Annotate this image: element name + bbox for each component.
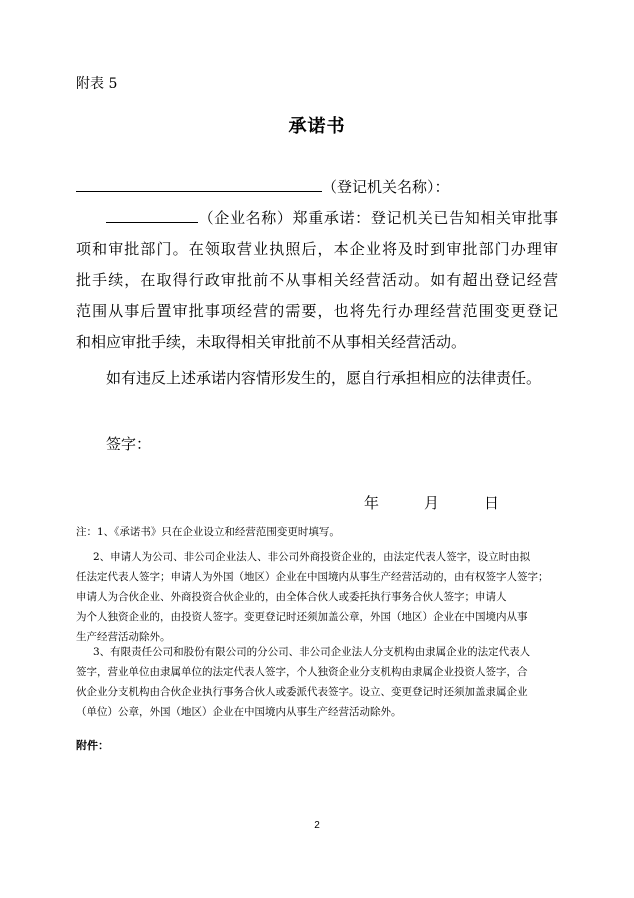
date-month: 月 bbox=[424, 494, 440, 512]
note-3-line-3: 伙企业分支机构由合伙企业执行事务合伙人或委派代表签字。设立、变更登记时还须加盖隶属企业 bbox=[76, 686, 528, 698]
note-3-line-4: （单位）公章，外国（地区）企业在中国境内从事生产经营活动除外。 bbox=[76, 706, 402, 718]
note-2-line-3: 申请人为合伙企业、外商投资合伙企业的，由全体合伙人或委托执行事务合伙人签字；申请人 bbox=[76, 591, 507, 603]
note-3-line-2: 签字，营业单位由隶属单位的法定代表人签字，个人独资企业分支机构由隶属企业投资人签字，合 bbox=[76, 666, 528, 678]
note-2-line-4: 为个人独资企业的，由投资人签字。变更登记时还须加盖公章，外国（地区）企业在中国境内从事 bbox=[76, 611, 528, 623]
body-line-1 bbox=[106, 207, 558, 228]
date-year: 年 bbox=[364, 494, 380, 512]
authority-line bbox=[76, 176, 450, 197]
note-2-line-5: 生产经营活动除外。 bbox=[76, 631, 171, 643]
appendix-label: 附表 5 bbox=[76, 76, 118, 92]
note-3-line-1: 3、有限责任公司和股份有限公司的分公司、非公司企业法人分支机构由隶属企业的法定代表人 bbox=[93, 646, 531, 658]
authority-suffix: （登记机关名称）： bbox=[322, 178, 450, 196]
attachment-label: 附件： bbox=[76, 739, 109, 752]
page-number: 2 bbox=[314, 820, 320, 831]
body-line-2: 项和审批部门。在领取营业执照后，本企业将及时到审批部门办理审 bbox=[76, 240, 558, 258]
note-1: 注：1、《承诺书》只在企业设立和经营范围变更时填写。 bbox=[76, 526, 340, 538]
date-day: 日 bbox=[484, 494, 500, 512]
signature-label: 签字： bbox=[106, 435, 152, 453]
body-line-6: 如有违反上述承诺内容情形发生的，愿自行承担相应的法律责任。 bbox=[106, 369, 542, 387]
body-line-5: 和相应审批手续，未取得相关审批前不从事相关经营活动。 bbox=[76, 333, 467, 351]
body-line-3: 批手续，在取得行政审批前不从事相关经营活动。如有超出登记经营 bbox=[76, 271, 558, 289]
note-2-line-1: 2、申请人为公司、非公司企业法人、非公司外商投资企业的，由法定代表人签字，设立时由拟 bbox=[93, 551, 531, 563]
company-name-blank bbox=[106, 207, 198, 223]
document-title: 承诺书 bbox=[288, 116, 346, 137]
note-2-line-2: 任法定代表人签字；申请人为外国（地区）企业在中国境内从事生产经营活动的，由有权签字人签字； bbox=[76, 571, 549, 583]
authority-name-blank bbox=[76, 176, 322, 192]
body-line-1-text: （企业名称）郑重承诺：登记机关已告知相关审批事 bbox=[198, 209, 558, 227]
body-line-4: 范围从事后置审批事项经营的需要，也将先行办理经营范围变更登记 bbox=[76, 302, 558, 320]
